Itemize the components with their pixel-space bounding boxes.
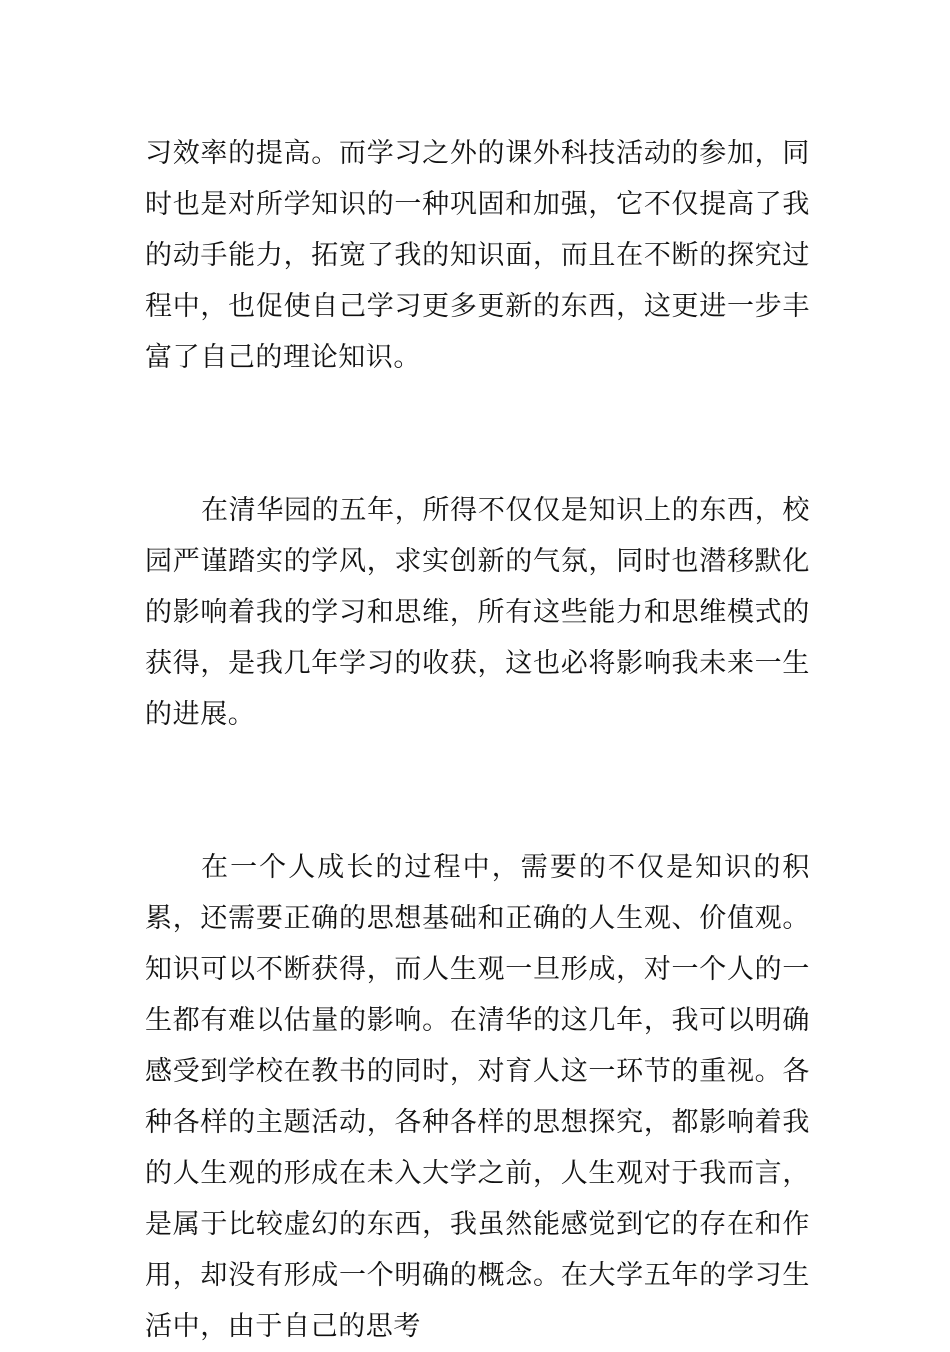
document-body	[145, 128, 810, 1352]
paragraph-1: 习效率的提高。而学习之外的课外科技活动的参加，同时也是对所学知识的一种巩固和加强，它不仅提高了我的动手能力，拓宽了我的知识面，而且在不断的探究过程中，也促使自己学习更多更新的东西，这更进一步丰富了自己的理论知识。	[145, 138, 810, 373]
paragraph-2: 在清华园的五年，所得不仅仅是知识上的东西，校园严谨踏实的学风，求实创新的气氛，同时也潜移默化的影响着我的学习和思维，所有这些能力和思维模式的获得，是我几年学习的收获，这也必将影响我未来一生的进展。	[145, 495, 810, 730]
paragraph-3: 在一个人成长的过程中，需要的不仅是知识的积累，还需要正确的思想基础和正确的人生观、价值观。知识可以不断获得，而人生观一旦形成，对一个人的一生都有难以估量的影响。在清华的这几年，我可以明确感受到学校在教书的同时，对育人这一环节的重视。各种各样的主题活动，各种各样的思想探究，都影响着我的人生观的形成在未入大学之前，人生观对于我而言，是属于比较虚幻的东西，我虽然能感觉到它的存在和作用，却没有形成一个明确的概念。在大学五年的学习生活中，由于自己的思考	[145, 852, 810, 1342]
